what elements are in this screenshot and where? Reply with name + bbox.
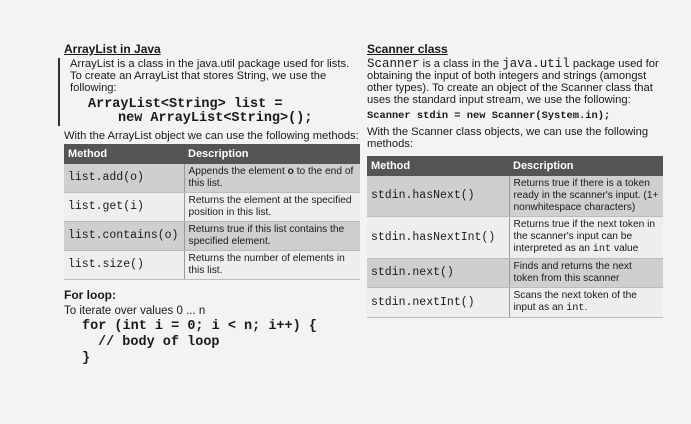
table-header-method: Method <box>367 156 509 176</box>
table-row <box>64 251 360 280</box>
table-header-method: Method <box>64 144 184 164</box>
method-cell: stdin.next() <box>367 259 509 288</box>
table-header-description: Description <box>184 144 360 164</box>
description-cell: Returns true if there is a token ready in the scanner's input. (1+ nonwhitespace characters) <box>509 176 663 217</box>
method-cell: list.add(o) <box>64 164 184 193</box>
arraylist-intro: ArrayList is a class in the java.util package used for lists. To create an ArrayList that stores String, we use the following: <box>70 58 350 94</box>
description-cell: Returns the element at the specified position in this list. <box>184 193 360 222</box>
method-cell: stdin.hasNextInt() <box>367 217 509 259</box>
loop-text: To iterate over values 0 ... n <box>64 305 206 317</box>
loop-code-line3: } <box>82 351 91 366</box>
arraylist-code <box>70 98 360 126</box>
scanner-after: With the Scanner class objects, we can use the following methods: <box>367 126 649 150</box>
scanner-intro: Scanner is a class in the java.util package used for obtaining the input of both integers and strings (amongst other types). To create an object of the Scanner class that uses the standard input stream, we use the following: <box>367 57 659 106</box>
table-row <box>367 176 663 217</box>
table-row <box>64 164 360 193</box>
arraylist-intro-block <box>58 58 360 126</box>
method-cell: stdin.nextInt() <box>367 288 509 318</box>
arraylist-section <box>64 42 360 366</box>
arraylist-heading: ArrayList in Java <box>64 42 161 56</box>
description-cell: Returns true if the next token in the scanner's input can be interpreted as an int value <box>509 217 663 259</box>
table-row <box>367 217 663 259</box>
loop-code-line1: for (int i = 0; i < n; i++) { <box>82 319 317 334</box>
method-cell: stdin.hasNext() <box>367 176 509 217</box>
arraylist-code-line1: ArrayList<String> list = <box>88 97 283 112</box>
method-cell: list.get(i) <box>64 193 184 222</box>
table-row <box>367 288 663 318</box>
arraylist-code-line2: new ArrayList<String>(); <box>118 111 313 126</box>
loop-code-line2: // body of loop <box>98 335 220 350</box>
description-cell: Appends the element o to the end of this list. <box>184 164 360 193</box>
scanner-methods-table <box>367 156 663 318</box>
arraylist-methods-table <box>64 144 360 280</box>
method-cell: list.size() <box>64 251 184 280</box>
arraylist-after: With the ArrayList object we can use the following methods: <box>64 130 359 142</box>
description-cell: Scans the next token of the input as an int. <box>509 288 663 318</box>
loop-heading: For loop: <box>64 288 116 302</box>
table-row <box>64 222 360 251</box>
scanner-heading: Scanner class <box>367 42 448 56</box>
description-cell: Returns true if this list contains the specified element. <box>184 222 360 251</box>
table-header-description: Description <box>509 156 663 176</box>
scanner-section <box>367 42 663 318</box>
method-cell: list.contains(o) <box>64 222 184 251</box>
table-row <box>64 193 360 222</box>
table-row <box>367 259 663 288</box>
description-cell: Returns the number of elements in this list. <box>184 251 360 280</box>
scanner-code: Scanner stdin = new Scanner(System.in); <box>367 110 611 122</box>
description-cell: Finds and returns the next token from this scanner <box>509 259 663 288</box>
